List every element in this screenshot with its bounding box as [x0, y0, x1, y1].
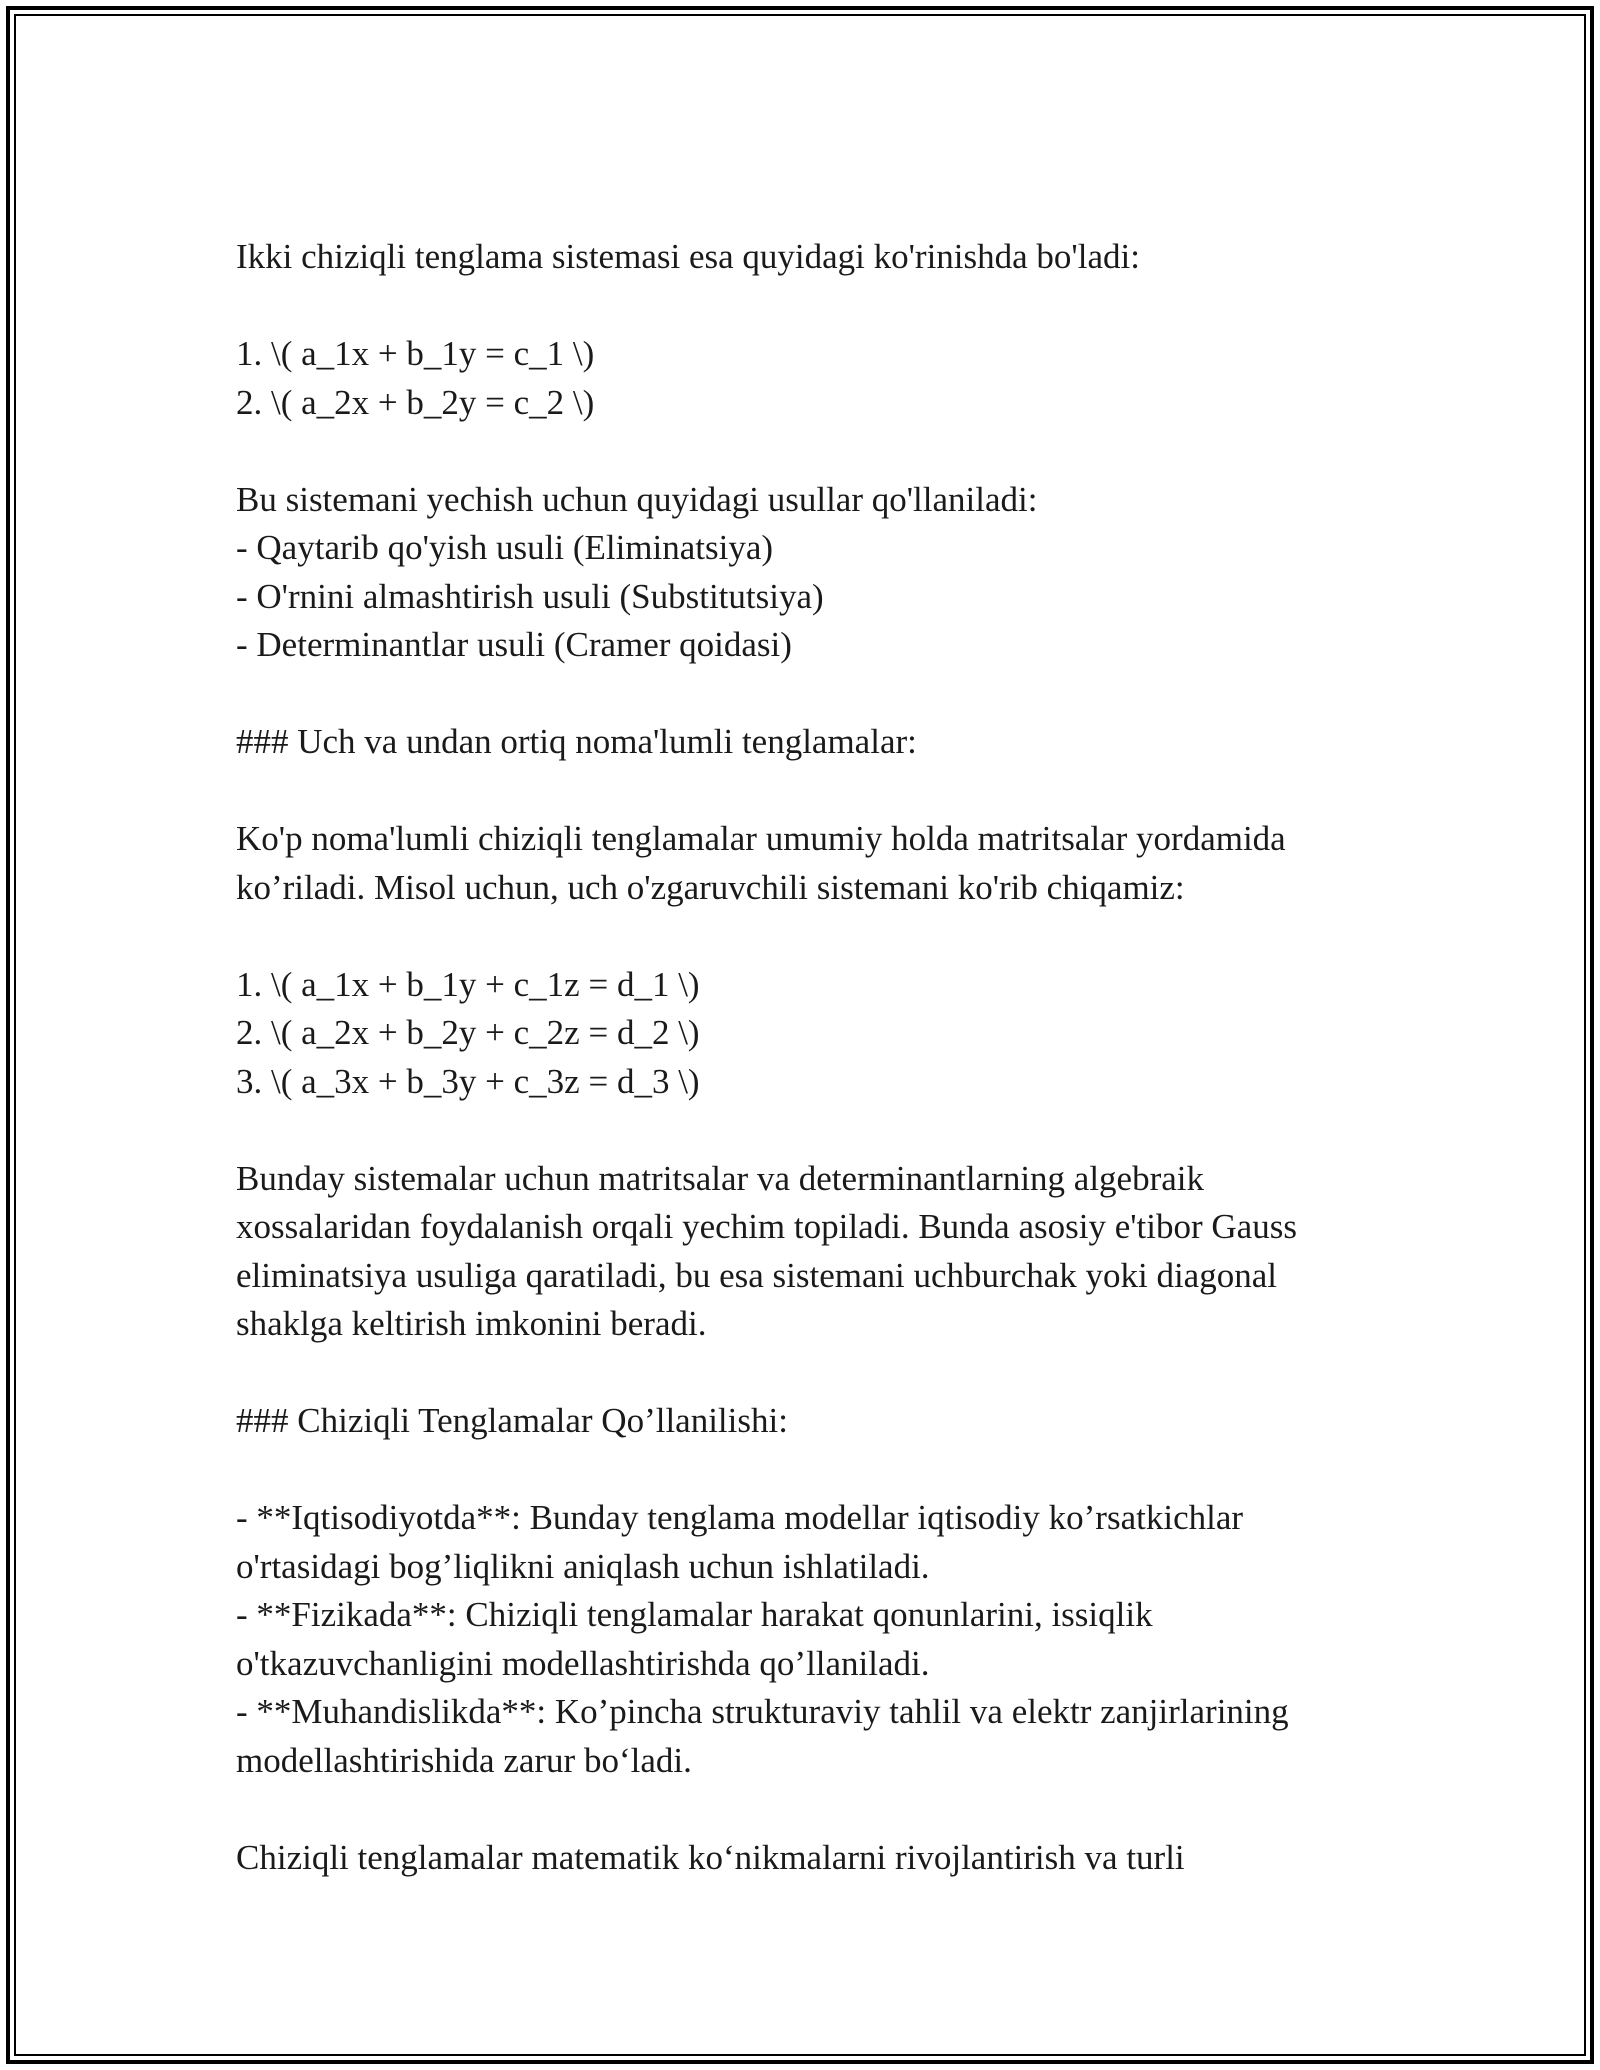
blank-line [236, 1349, 1416, 1398]
list-item-continuation: o'tkazuvchanligini modellashtirishda qo’llaniladi. [236, 1643, 930, 1683]
text-line: Chiziqli tenglamalar matematik ko‘nikmalarni rivojlantirish va turli [236, 1837, 1185, 1877]
equation-line: 3. \( a_3x + b_3y + c_3z = d_3 \) [236, 1061, 700, 1101]
blank-line [236, 427, 1416, 476]
equation-line: 2. \( a_2x + b_2y = c_2 \) [236, 382, 595, 422]
equation-line: 1. \( a_1x + b_1y + c_1z = d_1 \) [236, 964, 700, 1004]
text-line: shaklga keltirish imkonini beradi. [236, 1304, 707, 1343]
text-line: xossalaridan foydalanish orqali yechim topiladi. Bunda asosiy e'tibor Gauss [236, 1207, 1297, 1246]
blank-line [236, 1785, 1416, 1834]
text-line: eliminatsiya usuliga qaratiladi, bu esa sistemani uchburchak yoki diagonal [236, 1255, 1277, 1295]
blank-line [236, 1106, 1416, 1155]
list-item: - **Iqtisodiyotda**: Bunday tenglama modellar iqtisodiy ko’rsatkichlar [236, 1498, 1244, 1537]
list-item-continuation: o'rtasidagi bog’liqlikni aniqlash uchun ishlatiladi. [236, 1546, 930, 1586]
text-line: Bu sistemani yechish uchun quyidagi usullar qo'llaniladi: [236, 479, 1038, 519]
text-line: Ikki chiziqli tenglama sistemasi esa quyidagi ko'rinishda bo'ladi: [236, 237, 1140, 276]
list-item: - Qaytarib qo'yish usuli (Eliminatsiya) [236, 528, 774, 567]
equation-line: 2. \( a_2x + b_2y + c_2z = d_2 \) [236, 1013, 700, 1052]
blank-line [236, 912, 1416, 961]
list-item-continuation: modellashtirishida zarur bo‘ladi. [236, 1740, 692, 1780]
section-heading: ### Chiziqli Tenglamalar Qo’llanilishi: [236, 1401, 788, 1440]
text-line: ko’riladi. Misol uchun, uch o'zgaruvchili sistemani ko'rib chiqamiz: [236, 867, 1185, 907]
list-item: - O'rnini almashtirish usuli (Substitutsiya) [236, 576, 824, 616]
document-body [236, 233, 1416, 1882]
section-heading: ### Uch va undan ortiq noma'lumli tenglamalar: [236, 722, 917, 761]
blank-line [236, 1446, 1416, 1495]
equation-line: 1. \( a_1x + b_1y = c_1 \) [236, 334, 595, 373]
list-item: - Determinantlar usuli (Cramer qoidasi) [236, 625, 792, 664]
blank-line [236, 670, 1416, 719]
text-line: Bunday sistemalar uchun matritsalar va determinantlarning algebraik [236, 1158, 1205, 1198]
blank-line [236, 282, 1416, 331]
list-item: - **Muhandislikda**: Ko’pincha strukturaviy tahlil va elektr zanjirlarining [236, 1692, 1289, 1731]
blank-line [236, 767, 1416, 816]
list-item: - **Fizikada**: Chiziqli tenglamalar harakat qonunlarini, issiqlik [236, 1595, 1153, 1634]
text-line: Ko'p noma'lumli chiziqli tenglamalar umumiy holda matritsalar yordamida [236, 819, 1286, 858]
